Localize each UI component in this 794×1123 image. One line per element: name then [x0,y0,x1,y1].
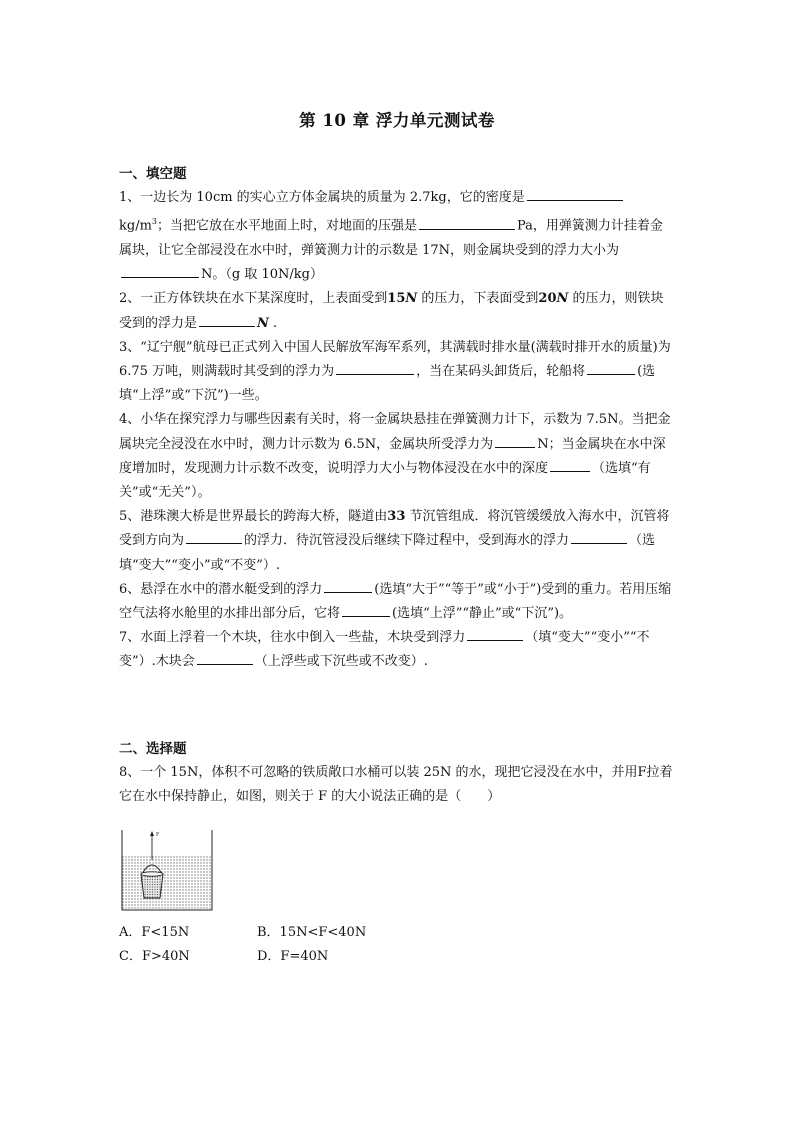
answer-blank[interactable] [199,312,255,327]
question-5: 5、港珠澳大桥是世界最长的跨海大桥，隧道由33 节沉管组成．将沉管缓缓放入海水中，沉管将受到方向为 的浮力．待沉管浸没后继续下降过程中，受到海水的浮力 （选填“变大”“变小”或“不变”）. [119,509,670,573]
question-1: 1、一边长为 10cm 的实心立方体金属块的质量为 2.7kg，它的密度是$kg/m^3$；当把它放在水平地面上时，对地面的压强是 Pa，用弹簧测力计挂着金属块，让它全部浸没在水中时，弹簧测力计的示数是 17N，则金属块受到的浮力大小为N。（g 取 10N/kg） [119,186,675,287]
option-d[interactable]: D．F=40N [257,949,329,965]
answer-blank[interactable] [197,650,253,665]
page-title: 第 10 章 浮力单元测试卷 [299,111,495,130]
option-a[interactable]: A．F<15N [119,925,190,940]
pull-arrow [150,831,154,860]
answer-blank[interactable] [571,529,627,544]
question-8: 8、一个 15N，体积不可忽略的铁质敞口水桶可以装 25N 的水，现把它浸没在水中，并用F拉着它在水中保持静止，如图，则关于 F 的大小说法正确的是（ ） [119,765,673,805]
answer-blank[interactable] [342,602,390,617]
section-title-choice: 二、选择题 [119,741,187,757]
answer-blank[interactable] [419,215,515,230]
water-region [122,856,212,910]
answer-blank[interactable] [527,186,623,201]
question-7: 7、水面上浮着一个木块，往水中倒入一些盐，木块受到浮力 （填“变大”“变小”“不变”）.木块会 （上浮些或下沉些或不改变）. [119,626,675,674]
force-label: F [156,832,160,838]
answer-blank[interactable] [587,360,635,375]
section-title-fill: 一、填空题 [119,166,187,182]
question-2: 2、一正方体铁块在水下某深度时，上表面受到15N 的压力，下表面受到20N 的压力，则铁块受到的浮力是 N . [119,291,664,331]
answer-blank[interactable] [121,263,199,278]
option-b[interactable]: B．15N<F<40N [257,925,367,940]
answer-blank[interactable] [467,626,523,641]
choice-section [119,737,675,810]
option-c[interactable]: C．F>40N [119,949,190,965]
answer-blank[interactable] [324,578,372,593]
question-6: 6、悬浮在水中的潜水艇受到的浮力 (选填“大于”“等于”或“小于”)受到的重力。若用压缩空气法将水舱里的水排出部分后，它将 (选填“上浮”“静止”或“下沉”)。 [119,578,675,626]
fill-in-section [119,162,675,675]
answer-blank[interactable] [336,360,414,375]
answer-blank[interactable] [495,433,535,448]
bucket-figure [119,826,215,912]
answer-options [119,921,395,969]
question-4: 4、小华在探究浮力与哪些因素有关时，将一金属块悬挂在弹簧测力计下，示数为 7.5N。当把金属块完全浸没在水中时，测力计示数为 6.5N，金属块所受浮力为 N；当金属块在水中深度增加时，发现测力计示数不改变，说明浮力大小与物体浸没在水中的深度 （选填“有关”或“无关”）。 [119,412,671,500]
answer-blank[interactable] [186,529,242,544]
answer-blank[interactable] [550,457,590,472]
question-3: 3、“辽宁舰”航母已正式列入中国人民解放军海军系列，其满载时排水量(满载时排开水的质量)为 6.75 万吨，则满载时其受到的浮力为 ，当在某码头卸货后，轮船将 (选填“上浮”或“下沉”)一些。 [119,339,671,404]
